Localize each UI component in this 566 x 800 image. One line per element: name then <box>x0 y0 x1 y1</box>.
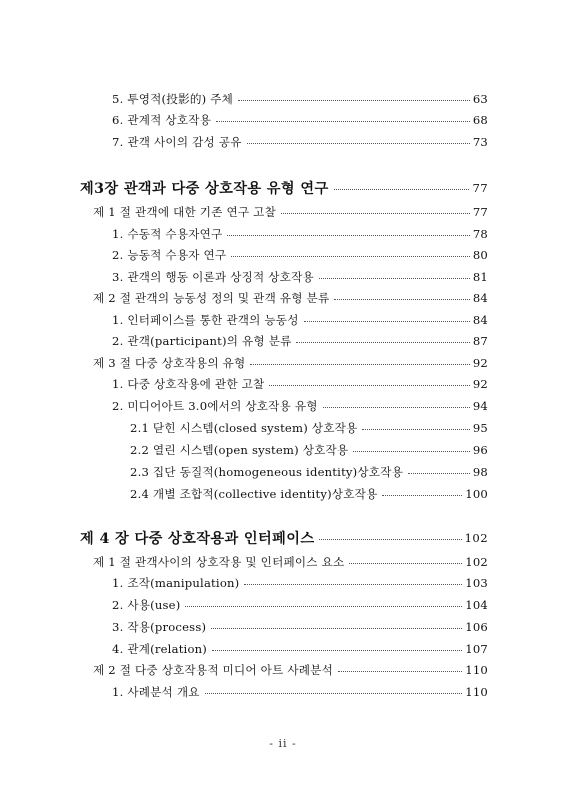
toc-subsection-entry <box>130 418 488 438</box>
toc-entry-page: 63 <box>472 92 488 106</box>
dot-leader <box>334 189 470 190</box>
toc-entry-label: 2.2 열린 시스템(open system) 상호작용 <box>130 443 349 457</box>
toc-entry-page: 102 <box>464 531 488 545</box>
toc-entry-page: 81 <box>472 270 488 284</box>
toc-entry <box>112 682 488 702</box>
toc-entry-label: 1. 다중 상호작용에 관한 고찰 <box>112 377 265 391</box>
toc-entry-page: 103 <box>465 576 488 590</box>
dot-leader <box>296 342 469 343</box>
dot-leader <box>269 385 469 386</box>
dot-leader <box>304 321 470 322</box>
toc-entry <box>112 110 488 130</box>
toc-entry-label: 제 2 절 관객의 능동성 정의 및 관객 유형 분류 <box>93 291 330 305</box>
toc-entry-page: 94 <box>472 399 488 413</box>
toc-entry-page: 107 <box>465 642 488 656</box>
toc-entry <box>112 132 488 152</box>
toc-entry-label: 2.3 집단 동질적(homogeneous identity)상호작용 <box>130 465 403 479</box>
toc-entry <box>112 267 488 287</box>
toc-subsection-entry <box>130 484 488 504</box>
dot-leader <box>227 235 469 236</box>
toc-subsection-entry <box>130 462 488 482</box>
dot-leader <box>244 584 462 585</box>
toc-entry <box>112 639 488 659</box>
toc-entry-label: 5. 투영적(投影的) 주체 <box>112 92 234 106</box>
toc-entry-label: 2.4 개별 조합적(collective identity)상호작용 <box>130 487 378 501</box>
toc-entry-page: 100 <box>465 487 488 501</box>
toc-entry-page: 96 <box>472 443 488 457</box>
toc-entry-page: 84 <box>472 291 488 305</box>
toc-entry <box>112 310 488 330</box>
toc-entry-page: 95 <box>472 421 488 435</box>
dot-leader <box>408 473 470 474</box>
toc-entry <box>112 595 488 615</box>
dot-leader <box>231 256 470 257</box>
toc-entry-label: 2. 미디어아트 3.0에서의 상호작용 유형 <box>112 399 318 413</box>
dot-leader <box>212 650 462 651</box>
toc-entry-label: 2. 사용(use) <box>112 598 181 612</box>
toc-chapter-entry <box>80 176 488 200</box>
toc-entry-page: 78 <box>472 227 488 241</box>
toc-entry-label: 1. 수동적 수용자연구 <box>112 227 223 241</box>
dot-leader <box>382 495 462 496</box>
dot-leader <box>334 299 470 300</box>
toc-entry-label: 2. 능동적 수용자 연구 <box>112 248 227 262</box>
toc-entry-label: 제 3 절 다중 상호작용의 유형 <box>93 356 246 370</box>
toc-entry-label: 제 2 절 다중 상호작용적 미디어 아트 사례분석 <box>93 663 333 677</box>
toc-entry-label: 6. 관계적 상호작용 <box>112 113 212 127</box>
toc-entry-page: 77 <box>472 205 488 219</box>
toc-entry-page: 102 <box>465 555 488 569</box>
toc-entry-label: 1. 사례분석 개요 <box>112 685 200 699</box>
toc-entry-page: 92 <box>472 356 488 370</box>
toc-chapter-entry <box>80 526 488 550</box>
toc-entry-page: 110 <box>465 685 488 699</box>
toc-entry <box>112 617 488 637</box>
dot-leader <box>238 100 470 101</box>
toc-subsection-entry <box>130 440 488 460</box>
toc-entry-label: 제3장 관객과 다중 상호작용 유형 연구 <box>80 181 329 197</box>
toc-section-entry <box>93 202 488 222</box>
toc-entry <box>112 224 488 244</box>
page-number-footer: - ii - <box>269 737 297 750</box>
toc-entry-label: 3. 관객의 행동 이론과 상징적 상호작용 <box>112 270 314 284</box>
toc-entry <box>112 89 488 109</box>
toc-entry <box>112 374 488 394</box>
dot-leader <box>250 364 469 365</box>
toc-entry-page: 110 <box>465 663 488 677</box>
toc-section-entry <box>93 288 488 308</box>
toc-entry-page: 84 <box>472 313 488 327</box>
toc-entry-page: 73 <box>472 135 488 149</box>
toc-entry-label: 3. 작용(process) <box>112 620 207 634</box>
dot-leader <box>247 143 470 144</box>
toc-entry-page: 104 <box>465 598 488 612</box>
toc-entry-label: 제 1 절 관객사이의 상호작용 및 인터페이스 요소 <box>93 555 345 569</box>
dot-leader <box>349 563 462 564</box>
toc-section-entry <box>93 552 488 572</box>
toc-entry-label: 2. 관객(participant)의 유형 분류 <box>112 334 292 348</box>
dot-leader <box>205 693 463 694</box>
dot-leader <box>338 671 462 672</box>
toc-entry <box>112 331 488 351</box>
toc-entry-label: 2.1 닫힌 시스템(closed system) 상호작용 <box>130 421 358 435</box>
dot-leader <box>319 539 461 540</box>
toc-entry-page: 68 <box>472 113 488 127</box>
toc-entry-label: 1. 인터페이스를 통한 관객의 능동성 <box>112 313 299 327</box>
toc-entry-label: 7. 관객 사이의 감성 공유 <box>112 135 242 149</box>
toc-entry-page: 80 <box>472 248 488 262</box>
toc-entry-page: 106 <box>465 620 488 634</box>
toc-section-entry <box>93 660 488 680</box>
toc-entry-label: 4. 관계(relation) <box>112 642 208 656</box>
toc-entry-page: 87 <box>472 334 488 348</box>
dot-leader <box>323 407 470 408</box>
dot-leader <box>353 451 470 452</box>
dot-leader <box>185 606 462 607</box>
toc-entry-label: 제 1 절 관객에 대한 기존 연구 고찰 <box>93 205 276 219</box>
dot-leader <box>281 213 470 214</box>
dot-leader <box>362 429 469 430</box>
dot-leader <box>319 278 470 279</box>
toc-entry <box>112 245 488 265</box>
dot-leader <box>216 121 470 122</box>
toc-entry-label: 1. 조작(manipulation) <box>112 576 240 590</box>
toc-entry-page: 92 <box>472 377 488 391</box>
toc-section-entry <box>93 353 488 373</box>
toc-entry <box>112 573 488 593</box>
toc-entry <box>112 396 488 416</box>
dot-leader <box>211 628 462 629</box>
toc-entry-page: 98 <box>472 465 488 479</box>
toc-entry-label: 제 4 장 다중 상호작용과 인터페이스 <box>80 531 315 547</box>
toc-entry-page: 77 <box>472 181 488 195</box>
